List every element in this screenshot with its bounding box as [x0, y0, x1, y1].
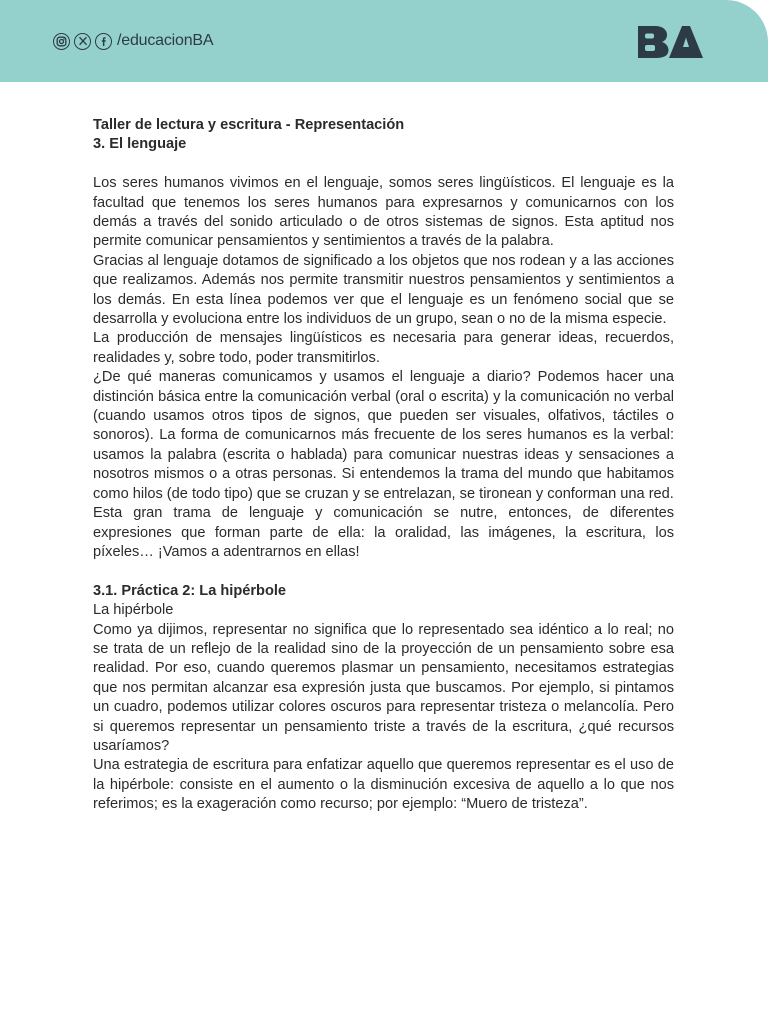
paragraph: ¿De qué maneras comunicamos y usamos el lenguaje a diario? Podemos hacer una distinción básica entre la comunicación verbal (oral o escrita) y la comunicación no verbal (cuando usamos otros tipos de signos, que pueden ser visuales, olfativos, táctiles o sonoros). La forma de comunicarnos más frecuente de los seres humanos es la verbal: usamos la palabra (escrita o hablada) para comunicar nuestras ideas y sensaciones a nosotros mismos o a otras personas. Si entendemos la trama del mundo que habitamos como hilos (de todo tipo) que se cruzan y se entrelazan, se tironean y conforman una red. [93, 369, 674, 502]
social-links [53, 31, 213, 51]
document-body [93, 116, 674, 815]
paragraph: Los seres humanos vivimos en el lenguaje, somos seres lingüísticos. El lenguaje es la facultad que tenemos los seres humanos para expresarnos y comunicarnos con los demás a través del sonido articulado o de otros sistemas de signos. Esta aptitud nos permite comunicar pensamientos y sentimientos a través de la palabra. [93, 175, 674, 250]
page-header [0, 0, 768, 82]
paragraph: Como ya dijimos, representar no significa que lo representado sea idéntico a lo real; no se trata de un reflejo de la realidad sino de la proyección de un pensamiento sobre esa realidad. Por eso, cuando queremos plasmar un pensamiento, necesitamos estrategias que nos permitan alcanzar esa expresión justa que buscamos. Por ejemplo, si pintamos un cuadro, podemos utilizar colores oscuros para representar tristeza o melancolía. Pero si queremos representar un pensamiento triste a través de la escritura, ¿qué recursos usaríamos? [93, 621, 674, 754]
paragraph: Una estrategia de escritura para enfatizar aquello que queremos representar es el uso de la hipérbole: consiste en el aumento o la disminución excesiva de aquello a lo que nos referimos; es la exageración como recurso; por ejemplo: “Muero de tristeza”. [93, 757, 674, 813]
facebook-icon[interactable] [95, 33, 112, 50]
subsection-subtitle: La hipérbole [93, 602, 174, 619]
section-heading: 3. El lenguaje [93, 136, 187, 153]
subsection-heading: 3.1. Práctica 2: La hipérbole [93, 582, 287, 599]
paragraph: Esta gran trama de lenguaje y comunicación se nutre, entonces, de diferentes expresiones que forman parte de ella: la oralidad, las imágenes, la escritura, los píxeles… ¡Vamos a adentrarnos en ellas! [93, 505, 674, 560]
spacer [93, 562, 674, 581]
ba-logo [636, 24, 704, 65]
document-title: Taller de lectura y escritura - Representación [93, 117, 405, 133]
paragraph: La producción de mensajes lingüísticos es necesaria para generar ideas, recuerdos, realidades y, sobre todo, poder transmitirlos. [93, 330, 674, 366]
instagram-icon[interactable] [53, 33, 70, 50]
social-handle[interactable]: /educacionBA [117, 32, 214, 49]
x-icon[interactable] [74, 33, 91, 50]
spacer [93, 155, 674, 174]
paragraph: Gracias al lenguaje dotamos de significado a los objetos que nos rodean y a las acciones que realizamos. Además nos permite transmitir nuestros pensamientos y sentimientos a los demás. En esta línea podemos ver que el lenguaje es un fenómeno social que se desarrolla y evoluciona entre los individuos de un grupo, sean o no de la misma especie. [93, 252, 674, 328]
